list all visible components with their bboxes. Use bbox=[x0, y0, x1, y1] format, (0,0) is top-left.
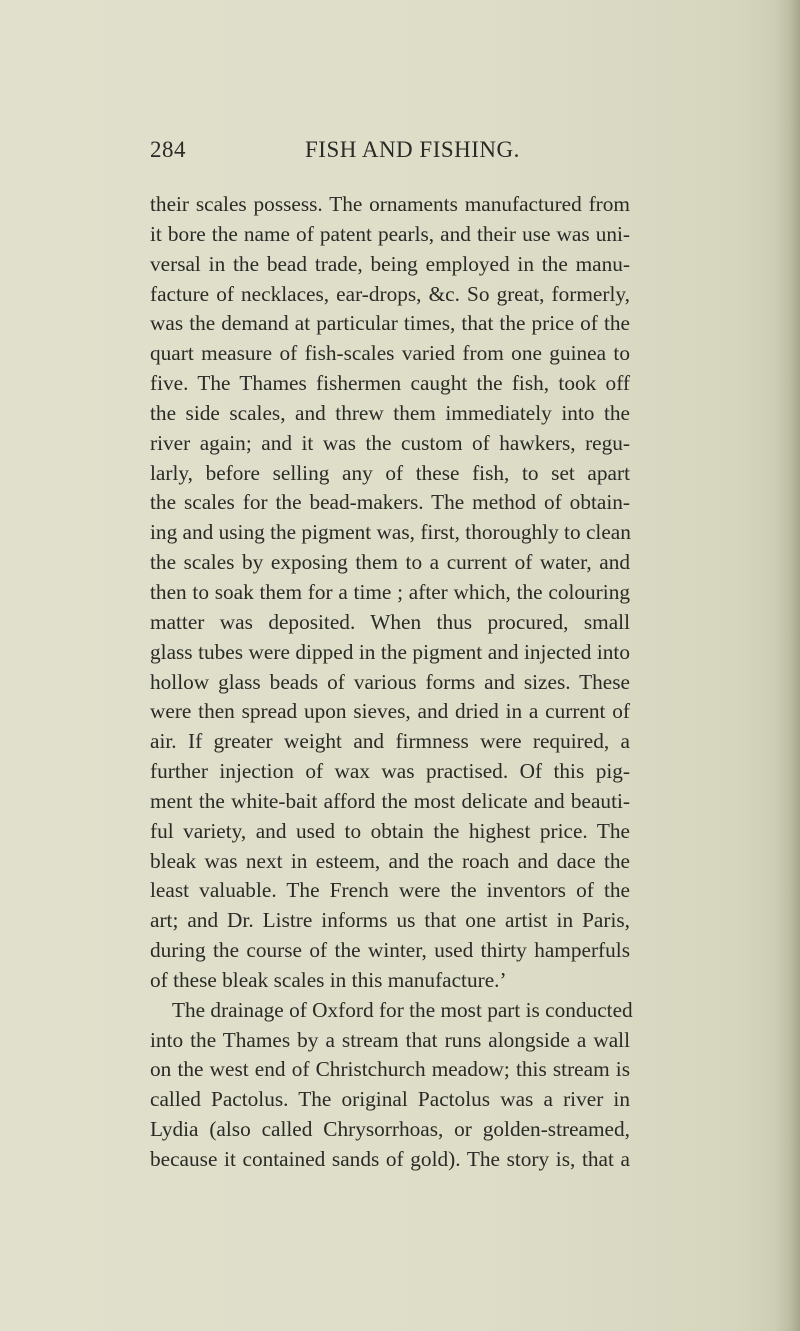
text-line: further injection of wax was practised. Of this pig- bbox=[150, 759, 630, 784]
text-line: Lydia (also called Chrysorrhoas, or golden-streamed, bbox=[150, 1117, 630, 1142]
text-line: were then spread upon sieves, and dried in a current of bbox=[150, 699, 630, 724]
page-header-title: FISH AND FISHING. bbox=[305, 137, 520, 162]
text-line: was the demand at particular times, that the price of the bbox=[150, 311, 630, 336]
text-line: the side scales, and threw them immediately into the bbox=[150, 400, 630, 425]
text-line: hollow glass beads of various forms and sizes. These bbox=[150, 669, 630, 694]
text-line: it bore the name of patent pearls, and their use was uni- bbox=[150, 221, 630, 246]
body-text bbox=[150, 190, 633, 1175]
text-line: during the course of the winter, used thirty hamperfuls bbox=[150, 938, 630, 963]
text-line: ing and using the pigment was, first, thoroughly to clean bbox=[150, 520, 631, 545]
text-line: matter was deposited. When thus procured, small bbox=[150, 609, 630, 634]
text-line: ful variety, and used to obtain the highest price. The bbox=[150, 818, 630, 843]
text-line: then to soak them for a time ; after which, the colouring bbox=[150, 579, 630, 604]
text-line: into the Thames by a stream that runs alongside a wall bbox=[150, 1027, 630, 1052]
text-line: five. The Thames fishermen caught the fish, took off bbox=[150, 371, 630, 396]
text-line: bleak was next in esteem, and the roach and dace the bbox=[150, 848, 630, 873]
text-line: larly, before selling any of these fish, to set apart bbox=[150, 460, 630, 485]
text-line: their scales possess. The ornaments manufactured from bbox=[150, 192, 630, 216]
text-line: ment the white-bait afford the most delicate and beauti- bbox=[150, 788, 630, 813]
text-line: because it contained sands of gold). The story is, that a bbox=[150, 1147, 630, 1171]
page-edge-shadow bbox=[774, 0, 800, 1331]
text-line: air. If greater weight and firmness were required, a bbox=[150, 729, 630, 754]
text-line: the scales for the bead-makers. The method of obtain- bbox=[150, 490, 630, 515]
paragraph-first-line: The drainage of Oxford for the most part is conducted bbox=[172, 997, 633, 1022]
text-line: of these bleak scales in this manufacture.’ bbox=[150, 967, 507, 992]
running-head bbox=[150, 137, 625, 171]
text-line: called Pactolus. The original Pactolus was a river in bbox=[150, 1087, 630, 1112]
text-line: glass tubes were dipped in the pigment and injected into bbox=[150, 639, 630, 664]
text-line: art; and Dr. Listre informs us that one artist in Paris, bbox=[150, 908, 630, 933]
text-line: quart measure of fish-scales varied from one guinea to bbox=[150, 341, 630, 366]
text-line: facture of necklaces, ear-drops, &c. So great, formerly, bbox=[150, 281, 630, 306]
text-line: least valuable. The French were the inventors of the bbox=[150, 878, 630, 903]
text-line: on the west end of Christchurch meadow; this stream is bbox=[150, 1057, 630, 1082]
page-number: 284 bbox=[150, 137, 186, 162]
text-line: versal in the bead trade, being employed in the manu- bbox=[150, 251, 630, 276]
text-line: river again; and it was the custom of hawkers, regu- bbox=[150, 430, 630, 455]
text-line: the scales by exposing them to a current of water, and bbox=[150, 550, 630, 575]
